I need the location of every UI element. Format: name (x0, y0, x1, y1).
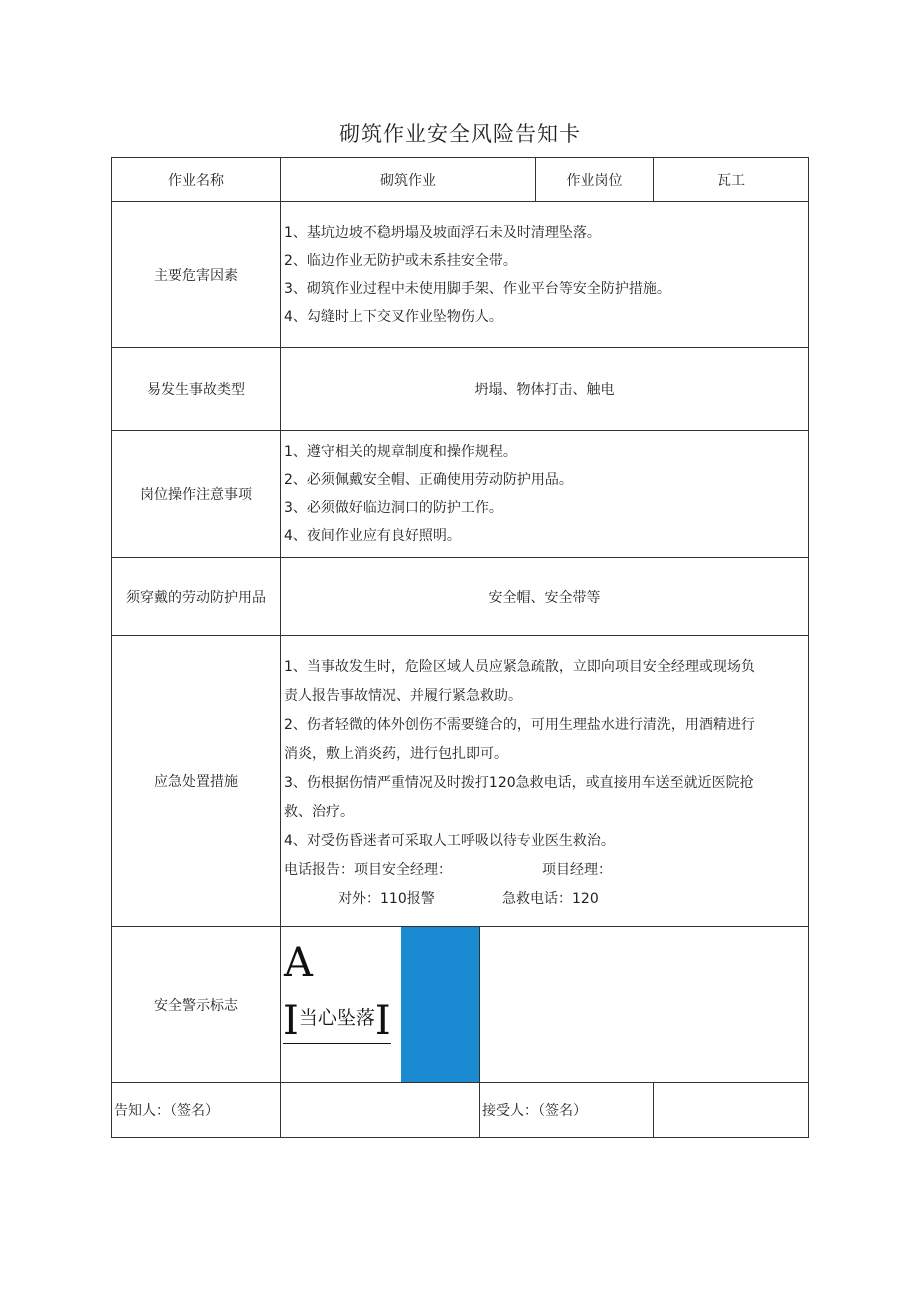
fall-warning-text: 当心坠落 (298, 1007, 375, 1029)
warning-triangle-icon: A (284, 940, 313, 986)
header-row (112, 158, 809, 202)
risk-notice-table (111, 157, 809, 1138)
job-name-value: 砌筑作业 (281, 158, 536, 202)
hazards-label: 主要危害因素 (112, 202, 281, 348)
hazards-row (112, 202, 809, 348)
emergency-line: 责人报告事故情况、并履行紧急救助。 (284, 687, 522, 704)
precaution-item: 2、必须佩戴安全帽、正确使用劳动防护用品。 (284, 472, 573, 488)
sign-bar-left: I (283, 998, 299, 1044)
job-name-label: 作业名称 (112, 158, 281, 202)
hazard-item: 2、临边作业无防护或未系挂安全带。 (284, 252, 517, 269)
precautions-list (281, 431, 809, 558)
warning-sign-blank (480, 927, 809, 1083)
ppe-label: 须穿戴的劳动防护用品 (112, 558, 281, 636)
emergency-line: 1、当事故发生时，危险区域人员应紧急疏散，立即向项目安全经理或现场负 (284, 658, 755, 675)
accident-types-row (112, 348, 809, 431)
fall-warning-sign (283, 999, 391, 1044)
sign-bar-right: I (374, 998, 391, 1044)
precaution-item: 4、夜间作业应有良好照明。 (284, 528, 461, 544)
precaution-item: 3、必须做好临边洞口的防护工作。 (284, 500, 503, 516)
warning-sign-cell (281, 927, 480, 1083)
post-label: 作业岗位 (536, 158, 654, 202)
phone-report-line (284, 856, 804, 885)
emergency-line: 4、对受伤昏迷者可采取人工呼吸以待专业医生救治。 (284, 832, 615, 849)
signature-row (112, 1083, 809, 1138)
first-aid-label: 急救电话：120 (502, 890, 599, 907)
receiver-signature-label: 接受人：（签名） (480, 1083, 654, 1138)
project-manager-label: 项目经理： (542, 861, 612, 878)
emergency-row (112, 636, 809, 927)
emergency-line: 救、治疗。 (284, 803, 354, 820)
emergency-line: 2、伤者轻微的体外创伤不需要缝合的，可用生理盐水进行清洗，用酒精进行 (284, 716, 755, 733)
precautions-row (112, 431, 809, 558)
emergency-line: 消炎，敷上消炎药，进行包扎即可。 (284, 745, 508, 762)
contact-line (284, 885, 804, 914)
precautions-label: 岗位操作注意事项 (112, 431, 281, 558)
phone-report-label: 电话报告：项目安全经理： (284, 861, 452, 878)
page-title: 砌筑作业安全风险告知卡 (339, 122, 581, 146)
precaution-item: 1、遵守相关的规章制度和操作规程。 (284, 444, 517, 460)
ppe-row (112, 558, 809, 636)
hazards-list (281, 202, 809, 348)
hazard-item: 3、砌筑作业过程中未使用脚手架、作业平台等安全防护措施。 (284, 280, 671, 297)
emergency-line: 3、伤根据伤情严重情况及时拨打120急救电话，或直接用车送至就近医院抢 (284, 774, 754, 791)
notifier-signature-label: 告知人：（签名） (112, 1083, 281, 1138)
accident-types-value: 坍塌、物体打击、触电 (281, 348, 809, 431)
emergency-list (281, 636, 809, 927)
emergency-label: 应急处置措施 (112, 636, 281, 927)
hazard-item: 1、基坑边坡不稳坍塌及坡面浮石未及时清理坠落。 (284, 224, 601, 241)
accident-types-label: 易发生事故类型 (112, 348, 281, 431)
ppe-value: 安全帽、安全带等 (281, 558, 809, 636)
notifier-signature-field[interactable] (281, 1083, 480, 1138)
external-alarm-label: 对外：110报警 (338, 890, 435, 907)
warning-sign-image (401, 927, 480, 1083)
receiver-signature-field[interactable] (654, 1083, 809, 1138)
warning-sign-label: 安全警示标志 (112, 927, 281, 1083)
warning-sign-row (112, 927, 809, 1083)
hazard-item: 4、勾缝时上下交叉作业坠物伤人。 (284, 308, 503, 325)
post-value: 瓦工 (654, 158, 809, 202)
